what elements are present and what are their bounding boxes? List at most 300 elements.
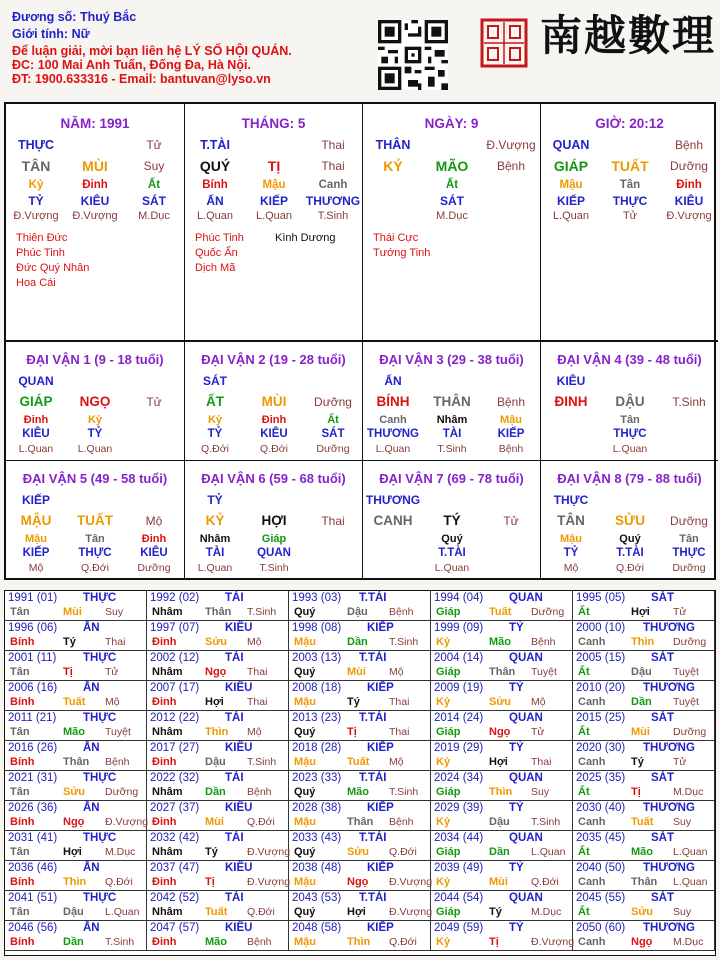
hidden-state: L.Quan [612, 443, 648, 455]
pillar-1 [184, 104, 362, 342]
annual-god: SÁT [651, 832, 674, 844]
hidden-stem: Ất [327, 414, 339, 426]
annual-phase: Tử [673, 606, 687, 618]
annual-stem: Kỷ [436, 876, 451, 888]
annual-cell[interactable] [289, 891, 431, 921]
header-info [12, 10, 372, 86]
hidden-god: THỰC [613, 428, 647, 440]
gender-value: Nữ [71, 27, 90, 41]
hidden-state: Mộ [563, 562, 579, 574]
annual-phase: Thai [247, 696, 268, 708]
annual-year: 2044 (54) [434, 892, 484, 904]
hidden-god: THỰC [78, 547, 112, 559]
annual-year: 2042 (52) [150, 892, 200, 904]
hidden-state: L.Quan [255, 210, 293, 222]
annual-branch: Tị [347, 726, 357, 738]
dai-van-god: TỶ [207, 493, 223, 507]
star-item: Dịch Mã [195, 262, 236, 274]
pillar-stem-phase: Bệnh [674, 138, 704, 152]
annual-branch: Mão [205, 936, 227, 948]
annual-cell[interactable] [431, 801, 573, 831]
pillar-stem-god: THÂN [375, 138, 411, 152]
annual-cell[interactable] [147, 651, 289, 681]
annual-cell[interactable] [147, 831, 289, 861]
annual-phase: Bệnh [105, 756, 130, 768]
hidden-god: TỶ [87, 428, 103, 440]
hidden-stem: Đinh [23, 414, 49, 426]
annual-branch: Sửu [205, 636, 228, 648]
annual-phase: Tuyệt [105, 726, 131, 738]
dai-van-god: THƯƠNG [365, 493, 421, 507]
hidden-state: L.Quan [77, 443, 113, 455]
dai-van-god: KIÊU [556, 374, 586, 388]
hidden-god: KIẾP [556, 194, 585, 208]
annual-phase: Thai [247, 666, 268, 678]
annual-god: T.TÀI [359, 892, 387, 904]
annual-cell[interactable] [289, 831, 431, 861]
annual-cell[interactable] [5, 591, 147, 621]
pillar-title: THÁNG: 5 [241, 116, 306, 131]
dai-van-title: ĐẠI VẬN 7 (69 - 78 tuổi) [379, 471, 524, 486]
annual-branch: Dậu [489, 816, 510, 828]
qr-code-icon[interactable] [378, 20, 448, 90]
annual-branch: Hợi [63, 846, 82, 858]
annual-cell[interactable] [5, 861, 147, 891]
annual-cell[interactable] [147, 801, 289, 831]
annual-year: 2001 (11) [8, 652, 57, 664]
annual-cell[interactable] [5, 741, 147, 771]
hidden-state: Q.Đới [81, 562, 109, 574]
annual-branch: Thìn [63, 876, 87, 888]
annual-god: THỰC [83, 652, 117, 664]
annual-stem: Mậu [294, 876, 316, 888]
hidden-god: ẤN [206, 194, 224, 208]
annual-year: 2005 (15) [576, 652, 626, 664]
annual-god: THỰC [83, 772, 117, 784]
annual-cell[interactable] [431, 861, 573, 891]
annual-year: 2011 (21) [8, 712, 57, 724]
annual-branch: Mùi [63, 606, 82, 618]
annual-branch: Thìn [631, 636, 655, 648]
annual-cell[interactable] [431, 711, 573, 741]
annual-god: ẤN [83, 742, 100, 754]
hidden-god: KIÊU [674, 194, 704, 208]
dai-van-god: KIẾP [21, 493, 50, 507]
annual-phase: Bệnh [389, 816, 414, 828]
annual-cell[interactable] [289, 681, 431, 711]
hidden-god: KIÊU [22, 428, 50, 440]
star-item: Thiên Đức [16, 232, 68, 244]
annual-branch: Thìn [205, 726, 229, 738]
annual-cell[interactable] [5, 771, 147, 801]
annual-god: TỶ [509, 682, 524, 694]
annual-phase: Suy [531, 786, 550, 798]
hidden-stem: Mậu [560, 533, 582, 545]
annual-cell[interactable] [573, 621, 715, 651]
annual-stem: Tân [10, 666, 30, 678]
annual-cell[interactable] [431, 891, 573, 921]
annual-cell[interactable] [147, 771, 289, 801]
annual-god: KIẾP [367, 862, 394, 874]
annual-year: 2021 (31) [8, 772, 58, 784]
annual-cell[interactable] [573, 921, 715, 951]
annual-god: TÀI [225, 892, 244, 904]
hidden-state: Dưỡng [137, 562, 171, 574]
annual-god: ẤN [83, 622, 100, 634]
annual-branch: Thân [489, 666, 516, 678]
annual-cell[interactable] [289, 711, 431, 741]
annual-year: 2023 (33) [292, 772, 342, 784]
annual-cell[interactable] [289, 861, 431, 891]
pillar-branch-phase: Suy [143, 159, 165, 173]
annual-branch: Tuất [205, 906, 228, 918]
dai-van-title: ĐẠI VẬN 1 (9 - 18 tuổi) [26, 352, 164, 367]
special-stars [373, 231, 430, 261]
annual-phase: M.Dục [531, 906, 562, 918]
annual-cell[interactable] [5, 651, 147, 681]
annual-phase: Dưỡng [531, 606, 565, 618]
annual-year: 2031 (41) [8, 832, 58, 844]
annual-cell[interactable] [147, 621, 289, 651]
annual-god: KIÊU [225, 622, 253, 634]
annual-cell[interactable] [147, 921, 289, 951]
annual-stem: Đinh [152, 876, 177, 888]
annual-branch: Dần [205, 786, 226, 798]
annual-cell[interactable] [573, 771, 715, 801]
dai-van-6 [184, 461, 362, 580]
hidden-state: Đ.Vượng [13, 210, 59, 222]
annual-god: TỶ [509, 742, 524, 754]
annual-cell[interactable] [5, 621, 147, 651]
annual-cell[interactable] [147, 891, 289, 921]
annual-cell[interactable] [431, 681, 573, 711]
annual-phase: Bệnh [247, 936, 272, 948]
hidden-stem: Mậu [559, 179, 583, 191]
annual-year: 2049 (59) [434, 922, 484, 934]
hidden-god: SÁT [440, 194, 464, 208]
annual-stem: Quý [294, 726, 316, 738]
annual-cell[interactable] [147, 681, 289, 711]
hidden-state: L.Quan [18, 443, 54, 455]
star-item: Phúc Tinh [195, 232, 244, 244]
annual-year: 2032 (42) [150, 832, 200, 844]
annual-cell[interactable] [289, 771, 431, 801]
hidden-god: TỶ [207, 428, 223, 440]
annual-cell[interactable] [147, 591, 289, 621]
hidden-stem: Đinh [676, 179, 702, 191]
hidden-god: SÁT [142, 194, 166, 208]
hidden-state: Đ.Vượng [666, 210, 712, 222]
annual-god: THƯƠNG [643, 802, 695, 814]
annual-cell[interactable] [431, 651, 573, 681]
hidden-stem: Kỷ [28, 179, 44, 191]
annual-year: 1991 (01) [8, 592, 58, 604]
annual-cell[interactable] [147, 861, 289, 891]
hidden-stem: Bính [202, 179, 228, 191]
annual-god: THỰC [83, 892, 117, 904]
annual-year: 2043 (53) [292, 892, 342, 904]
annual-year: 2048 (58) [292, 922, 342, 934]
dai-van-god: ẤN [384, 374, 402, 388]
annual-god: SÁT [651, 592, 674, 604]
annual-branch: Tý [489, 906, 502, 918]
hidden-god: KIÊU [80, 194, 110, 208]
annual-stem: Đinh [152, 696, 177, 708]
annual-cell[interactable] [573, 681, 715, 711]
hidden-state: M.Dục [138, 210, 170, 222]
annual-cell[interactable] [5, 681, 147, 711]
hidden-state: M.Dục [436, 210, 468, 222]
annual-year: 2022 (32) [150, 772, 200, 784]
annual-cell[interactable] [573, 651, 715, 681]
annual-stem: Giáp [436, 846, 461, 858]
hidden-stem: Quý [619, 533, 641, 545]
pillar-stem: TÂN [21, 158, 51, 174]
annual-cell[interactable] [5, 801, 147, 831]
annual-stem: Bính [10, 876, 35, 888]
hidden-stem: Tân [619, 179, 641, 191]
hidden-stem: Nhâm [436, 414, 468, 426]
annual-phase: L.Quan [673, 846, 708, 858]
annual-branch: Mùi [347, 666, 366, 678]
annual-cell[interactable] [147, 711, 289, 741]
annual-cell[interactable] [289, 651, 431, 681]
dai-van-stem: KỶ [205, 513, 225, 528]
annual-god: QUAN [509, 832, 543, 844]
annual-god: SÁT [651, 712, 674, 724]
annual-phase: Mộ [247, 636, 262, 648]
annual-god: KIẾP [367, 682, 394, 694]
annual-stem: Nhâm [152, 726, 183, 738]
dai-van-stem: ẤT [206, 394, 224, 409]
annual-god: TỶ [509, 922, 524, 934]
annual-year: 2028 (38) [292, 802, 342, 814]
annual-stem: Quý [294, 906, 316, 918]
annual-stem: Bính [10, 936, 35, 948]
annual-god: T.TÀI [359, 832, 387, 844]
annual-year: 2013 (23) [292, 712, 342, 724]
annual-stem: Canh [578, 876, 606, 888]
annual-cell[interactable] [431, 831, 573, 861]
annual-god: KIÊU [225, 862, 253, 874]
dai-van-god: THỰC [553, 493, 589, 507]
owner-label: Đương số: [12, 10, 77, 24]
annual-branch: Thân [63, 756, 90, 768]
annual-phase: Mộ [389, 666, 404, 678]
annual-year: 1997 (07) [150, 622, 200, 634]
hidden-god: T.TÀI [438, 547, 466, 559]
annual-phase: T.Sinh [531, 816, 561, 828]
annual-cell[interactable] [573, 741, 715, 771]
annual-branch: Tuất [489, 606, 512, 618]
annual-stem: Nhâm [152, 786, 183, 798]
dai-van-phase: T.Sinh [672, 395, 706, 409]
annual-branch: Mùi [205, 816, 224, 828]
annual-branch: Dần [347, 636, 368, 648]
pillar-0 [6, 104, 184, 342]
annual-branch: Dậu [347, 606, 368, 618]
annual-god: TỶ [509, 802, 524, 814]
annual-stem: Kỷ [436, 936, 451, 948]
annual-stem: Ất [578, 906, 590, 918]
annual-branch: Hợi [631, 606, 650, 618]
hidden-stem: Tân [85, 533, 105, 545]
annual-year: 1992 (02) [150, 592, 200, 604]
annual-god: QUAN [509, 772, 543, 784]
annual-branch: Tý [347, 696, 360, 708]
annual-branch: Ngọ [489, 726, 511, 738]
annual-stem: Canh [578, 936, 606, 948]
hidden-stem: Kỷ [207, 414, 223, 426]
annual-stem: Quý [294, 606, 316, 618]
annual-branch: Sửu [63, 786, 86, 798]
annual-cell[interactable] [431, 621, 573, 651]
dai-van-phase: Dưỡng [314, 395, 352, 409]
annual-branch: Mùi [631, 726, 650, 738]
annual-stem: Kỷ [436, 636, 451, 648]
annual-branch: Thìn [489, 786, 513, 798]
annual-cell[interactable] [431, 741, 573, 771]
annual-cell[interactable] [5, 711, 147, 741]
hidden-state: T.Sinh [317, 210, 349, 222]
annual-god: TỶ [509, 862, 524, 874]
annual-god: SÁT [651, 892, 674, 904]
hidden-god: KIẾP [259, 194, 288, 208]
annual-stem: Nhâm [152, 906, 183, 918]
hidden-stem: Ất [445, 179, 459, 191]
annual-cell[interactable] [147, 741, 289, 771]
contact-line-3[interactable]: ĐT: 1900.633316 - Email: bantuvan@lyso.vn [12, 72, 271, 86]
annual-cell[interactable] [431, 591, 573, 621]
annual-cell[interactable] [289, 921, 431, 951]
annual-cell[interactable] [289, 801, 431, 831]
annual-stem: Đinh [152, 816, 177, 828]
annual-phase: T.Sinh [389, 636, 419, 648]
hidden-god: KIẾP [22, 547, 50, 559]
hidden-state: L.Quan [434, 562, 470, 574]
annual-stem: Ất [578, 726, 590, 738]
dai-van-god: SÁT [203, 374, 227, 388]
hidden-god: KIÊU [260, 428, 288, 440]
annual-year: 2025 (35) [576, 772, 626, 784]
annual-phase: Đ.Vượng [247, 876, 291, 888]
annual-cell[interactable] [289, 741, 431, 771]
hidden-stem: Kỷ [87, 414, 103, 426]
annual-phase: Bệnh [531, 636, 556, 648]
annual-cell[interactable] [431, 771, 573, 801]
annual-phase: Mộ [389, 756, 404, 768]
annual-god: T.TÀI [359, 772, 387, 784]
annual-god: THƯƠNG [643, 922, 695, 934]
annual-stem: Canh [578, 636, 606, 648]
annual-cell[interactable] [431, 921, 573, 951]
annual-god: TÀI [225, 832, 244, 844]
pillar-title: NGÀY: 9 [424, 116, 479, 131]
annual-phase: Q.Đới [389, 936, 417, 948]
special-stars-2 [275, 231, 335, 246]
annual-phase: Dưỡng [673, 636, 707, 648]
hidden-god: KIẾP [497, 428, 525, 440]
hidden-stem: Nhâm [199, 533, 231, 545]
annual-cell[interactable] [289, 621, 431, 651]
annual-stem: Quý [294, 786, 316, 798]
annual-branch: Mùi [489, 876, 508, 888]
annual-god: THỰC [83, 712, 117, 724]
annual-cell[interactable] [573, 831, 715, 861]
annual-god: THƯƠNG [643, 742, 695, 754]
hidden-stem: Mậu [500, 414, 522, 426]
annual-cell[interactable] [573, 711, 715, 741]
dai-van-phase: Thai [321, 514, 345, 528]
annual-phase: Đ.Vượng [389, 906, 433, 918]
annual-phase: Đ.Vượng [247, 846, 291, 858]
annual-god: THƯƠNG [643, 682, 695, 694]
annual-god: ẤN [83, 682, 100, 694]
annual-god: THỰC [83, 592, 117, 604]
annual-stem: Quý [294, 666, 316, 678]
annual-cell[interactable] [573, 591, 715, 621]
annual-stem: Mậu [294, 816, 316, 828]
annual-cell[interactable] [573, 801, 715, 831]
annual-stem: Giáp [436, 606, 461, 618]
annual-phase: Mộ [531, 696, 546, 708]
special-stars [16, 231, 89, 291]
pillar-stem: GIÁP [553, 158, 589, 174]
annual-year: 1996 (06) [8, 622, 58, 634]
dai-van-stem: MẬU [20, 513, 52, 528]
annual-cell[interactable] [573, 861, 715, 891]
hidden-state: Q.Đới [260, 443, 288, 455]
annual-branch: Dần [631, 696, 652, 708]
annual-phase: L.Quan [105, 906, 140, 918]
hidden-state: Tử [622, 210, 638, 222]
annual-god: TÀI [225, 592, 244, 604]
annual-god: ẤN [83, 862, 100, 874]
annual-god: KIÊU [225, 922, 253, 934]
annual-god: THƯƠNG [643, 622, 695, 634]
annual-god: T.TÀI [359, 652, 387, 664]
star-item: Thái Cực [373, 232, 419, 244]
annual-phase: Đ.Vượng [105, 816, 149, 828]
dai-van-phase: Dưỡng [670, 514, 708, 528]
pillar-branch: TUẤT [611, 158, 649, 174]
annual-phase: T.Sinh [247, 756, 277, 768]
annual-year: 2007 (17) [150, 682, 200, 694]
annual-phase: Suy [105, 606, 124, 618]
annual-branch: Mão [631, 846, 653, 858]
dai-van-branch: HỢI [261, 513, 287, 528]
hidden-stem: Tân [620, 414, 640, 426]
hidden-state: Bệnh [498, 443, 524, 455]
annual-year: 2035 (45) [576, 832, 626, 844]
star-item: Quốc Ấn [195, 247, 238, 259]
annual-year: 2004 (14) [434, 652, 484, 664]
annual-phase: Q.Đới [531, 876, 559, 888]
annual-phase: Suy [673, 816, 692, 828]
gender-label: Giới tính: [12, 27, 69, 41]
annual-branch: Thân [205, 606, 232, 618]
pillar-stem-god: QUAN [552, 138, 590, 152]
annual-cell[interactable] [5, 921, 147, 951]
annual-cell[interactable] [5, 891, 147, 921]
annual-year: 2012 (22) [150, 712, 200, 724]
annual-year: 2000 (10) [576, 622, 626, 634]
annual-cell[interactable] [573, 891, 715, 921]
annual-branch: Tý [205, 846, 218, 858]
annual-cell[interactable] [289, 591, 431, 621]
annual-cell[interactable] [5, 831, 147, 861]
pillar-stem-phase: Đ.Vượng [486, 138, 536, 152]
